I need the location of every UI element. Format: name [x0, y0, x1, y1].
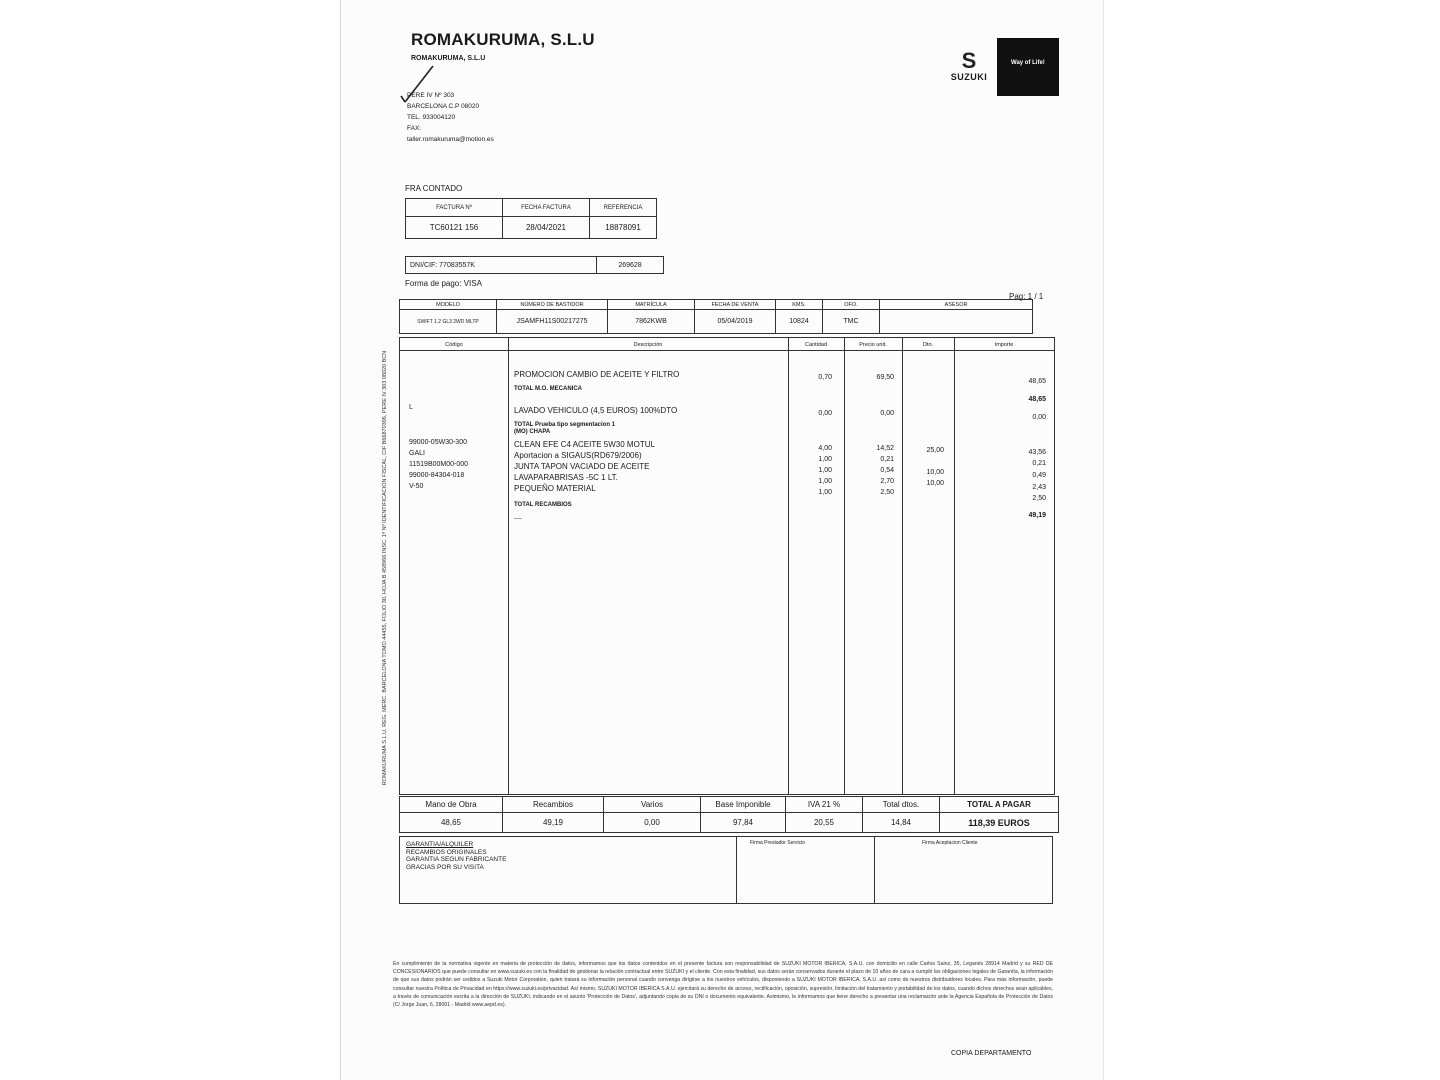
reference-header: REFERENCIA [590, 199, 657, 217]
total-to-pay-header: TOTAL A PAGAR [940, 797, 1059, 813]
part-code: 99000-84304-018 [409, 472, 465, 479]
page-number: Pag: 1 / 1 [1009, 292, 1044, 301]
footer-note: GRACIAS POR SU VISITA [406, 863, 484, 871]
misc-header: Varios [604, 797, 701, 813]
way-of-life-logo [997, 38, 1059, 96]
sale-date-value: 05/04/2019 [695, 310, 776, 334]
mo-total-label: TOTAL M.O. MECANICA [514, 386, 582, 392]
part-amount: 2,50 [1032, 495, 1046, 502]
parts-header: Recambios [503, 797, 604, 813]
invoice-date: 28/04/2021 [503, 217, 590, 239]
vin-value: JSAMFH11S00217275 [497, 310, 608, 334]
col-divider [874, 837, 875, 903]
footer-note: GARANTIA/ALQUILER [406, 841, 474, 848]
vin-header: NÚMERO DE BASTIDOR [497, 300, 608, 310]
model-header: MODELO [400, 300, 497, 310]
invoice-number: TC60121 156 [406, 217, 503, 239]
line-amount: 48,65 [1028, 378, 1046, 385]
quantity-header: Cantidad [804, 342, 828, 348]
labour-total: 48,65 [400, 813, 503, 833]
parts-total-label: TOTAL RECAMBIOS [514, 502, 572, 508]
company-name: ROMAKURUMA, S.L.U [411, 30, 595, 49]
suzuki-s-icon: S [961, 48, 977, 73]
part-code: 11519B00M00-000 [409, 461, 469, 468]
advisor-value [880, 310, 1033, 334]
vat-amount: 20,55 [786, 813, 863, 833]
address-line: TEL. 933004120 [407, 114, 456, 121]
invoice-type: FRA CONTADO [405, 184, 463, 193]
ofo-value: TMC [823, 310, 880, 334]
footer-box [399, 836, 1053, 904]
tax-base-header: Base Imponible [701, 797, 786, 813]
signature-provider-label: Firma Prestador Servicio [750, 840, 806, 846]
chapa-label: (MO) CHAPA [514, 429, 551, 435]
header-divider [400, 350, 1054, 351]
line-qty: 0,70 [818, 374, 832, 381]
reference: 18878091 [590, 217, 657, 239]
suzuki-wordmark: SUZUKI [950, 72, 988, 82]
client-id-table [405, 256, 664, 274]
kms-value: 10824 [776, 310, 823, 334]
totals-table [399, 796, 1059, 833]
part-description: Aportacion a SIGAUS(RD679/2006) [514, 451, 642, 460]
suzuki-logo [941, 50, 997, 82]
col-divider [508, 338, 509, 794]
footer-note: RECAMBIOS ORIGINALES [406, 848, 487, 856]
client-code: 269628 [597, 257, 664, 274]
part-amount: 43,56 [1028, 449, 1046, 456]
footer-note: GARANTIA SEGUN FABRICANTE [406, 856, 507, 863]
part-discount: 10,00 [926, 469, 944, 476]
code-header: Código [445, 342, 463, 348]
left-margin [0, 0, 340, 1080]
part-discount: 25,00 [926, 447, 944, 454]
part-price: 2,50 [880, 489, 894, 496]
part-code: GALI [409, 450, 425, 457]
part-description: CLEAN EFE C4 ACEITE 5W30 MOTUL [514, 440, 655, 449]
invoice-number-header: FACTURA Nº [406, 199, 503, 217]
tax-base: 97,84 [701, 813, 786, 833]
line-code: L [409, 404, 413, 411]
line-price: 0,00 [880, 410, 894, 417]
address-line: BARCELONA C.P 08020 [407, 103, 480, 110]
part-price: 2,70 [880, 478, 894, 485]
ofo-header: OFO. [823, 300, 880, 310]
company-name-small: ROMAKURUMA, S.L.U [411, 55, 486, 62]
part-description: PEQUEÑO MATERIAL [514, 484, 596, 493]
invoice-page [340, 0, 1104, 1080]
part-description: JUNTA TAPON VACIADO DE ACEITE [514, 462, 650, 471]
part-amount: 0,49 [1032, 472, 1046, 479]
unit-price-header: Precio unit. [859, 342, 887, 348]
parts-total-amount: 49,19 [1028, 512, 1046, 519]
part-price: 0,21 [880, 456, 894, 463]
line-description: PROMOCION CAMBIO DE ACEITE Y FILTRO [514, 370, 680, 379]
line-qty: 0,00 [818, 410, 832, 417]
line-amount: 0,00 [1032, 414, 1046, 421]
footer-notes [406, 841, 506, 871]
col-divider [844, 338, 845, 794]
parts-total: 49,19 [503, 813, 604, 833]
kms-header: KMS. [776, 300, 823, 310]
vat-header: IVA 21 % [786, 797, 863, 813]
col-divider [736, 837, 737, 903]
signature-client-label: Firma Aceptacion Cliente [922, 840, 978, 846]
misc-total: 0,00 [604, 813, 701, 833]
part-price: 0,54 [880, 467, 894, 474]
advisor-header: ASESOR [880, 300, 1033, 310]
discount-header: Dto. [922, 342, 934, 348]
part-qty: 4,00 [818, 445, 832, 452]
invoice-info-table [405, 198, 657, 239]
vehicle-table [399, 299, 1033, 334]
part-qty: 1,00 [818, 478, 832, 485]
part-price: 14,52 [876, 445, 894, 452]
col-divider [902, 338, 903, 794]
total-discounts: 14,84 [863, 813, 940, 833]
total-discounts-header: Total dtos. [863, 797, 940, 813]
address-line: PERE IV Nº 303 [407, 92, 455, 99]
description-header: Descripción [633, 342, 663, 348]
invoice-date-header: FECHA FACTURA [503, 199, 590, 217]
registry-side-text: ROMAKURUMA S.L.U. REG. MERC. BARCELONA TOMO 44455, FOLIO 30, HOJA B 458966 INSC. 1ª Nº IDENTIFICACION FISCAL, CIF B66870396, PERE IV 303 08020 BCN [382, 350, 388, 786]
legal-notice: En cumplimiento de la normativa vigente en materia de protección de datos, informamos que los datos contenidos en el presente factura son responsabilidad de SUZUKI MOTOR IBERICA, S.A.U. con domicilio en calle Carlos Sainz, 35, Leganés 28914 Madrid y su RED DE CONCESIONARIOS que puede consultar en www.suzuki.es con la finalidad de gestionar la relación contractual entre SUZUKI y el cliente. Con esta finalidad, sus datos serán conservados durante el plazo de 10 años de cara a cumplir las obligaciones legales de Garantía, la información de que sus datos podrán ser cedidos a Suzuki Motor Corporation, quien tratará su información personal cuando convenga dirigirse a los nuestros vehículos, disponiendo a SUZUKI MOTOR IBERICA, S.A.U. así como de nuestros distribuidores locales. Para más información, puede consultar nuestra Política de Privacidad en https://www.suzuki.es/privacidad. Así mismo, SUZUKI MOTOR IBERICA S.A.U. ejercitará su derecho de acceso, rectificación, oposición, supresión, limitación del tratamiento y portabilidad de los datos, cuando dichos derechos sean aplicables, a través de comunicación escrita a la dirección de SUZUKI, indicando en el asunto 'Protección de Datos', adjuntando copia de su DNI o documento equivalente. Asimismo, le informamos que tiene derecho a presentar una reclamación ante la Agencia Española de Protección de Datos (C/ Jorge Juan, 6, 28001 - Madrid www.aepd.es). [393, 961, 1053, 1009]
mo-total-amount: 48,65 [1028, 396, 1046, 403]
part-code: V-50 [409, 483, 424, 490]
part-code: 99000-05W30-300 [409, 439, 467, 446]
line-description: LAVADO VEHICULO (4,5 EUROS) 100%DTO [514, 406, 678, 415]
labour-header: Mano de Obra [400, 797, 503, 813]
address-line: FAX: [407, 125, 422, 132]
part-qty: 1,00 [818, 489, 832, 496]
logo-slogan: Way of Life! [1011, 60, 1045, 66]
copy-label: COPIA DEPARTAMENTO [951, 1050, 1032, 1057]
part-description: LAVAPARABRISAS -5C 1 LT. [514, 473, 618, 482]
line-price: 69,50 [876, 374, 894, 381]
payment-method: Forma de pago: VISA [405, 279, 482, 288]
part-discount: 10,00 [926, 480, 944, 487]
address-line: taller.romakuruma@motion.es [407, 136, 494, 143]
client-dni: DNI/CIF: 77083557K [406, 257, 597, 274]
part-amount: 2,43 [1032, 484, 1046, 491]
part-qty: 1,00 [818, 467, 832, 474]
right-margin [1102, 0, 1440, 1080]
sale-date-header: FECHA DE VENTA [695, 300, 776, 310]
invoice-lines-table [399, 337, 1055, 795]
model-value: SWIFT 1.2 GL3 2WD MLTP [400, 310, 497, 334]
dash-mark: ---- [514, 516, 522, 522]
amount-header: Importe [994, 342, 1014, 348]
col-divider [788, 338, 789, 794]
part-qty: 1,00 [818, 456, 832, 463]
chapa-total-label: TOTAL Prueba tipo segmentacion 1 [514, 422, 616, 428]
total-to-pay: 118,39 EUROS [940, 813, 1059, 833]
part-amount: 0,21 [1032, 460, 1046, 467]
plate-header: MATRÍCULA [608, 300, 695, 310]
company-address [407, 90, 494, 145]
plate-value: 7862KWB [608, 310, 695, 334]
col-divider [954, 338, 955, 794]
